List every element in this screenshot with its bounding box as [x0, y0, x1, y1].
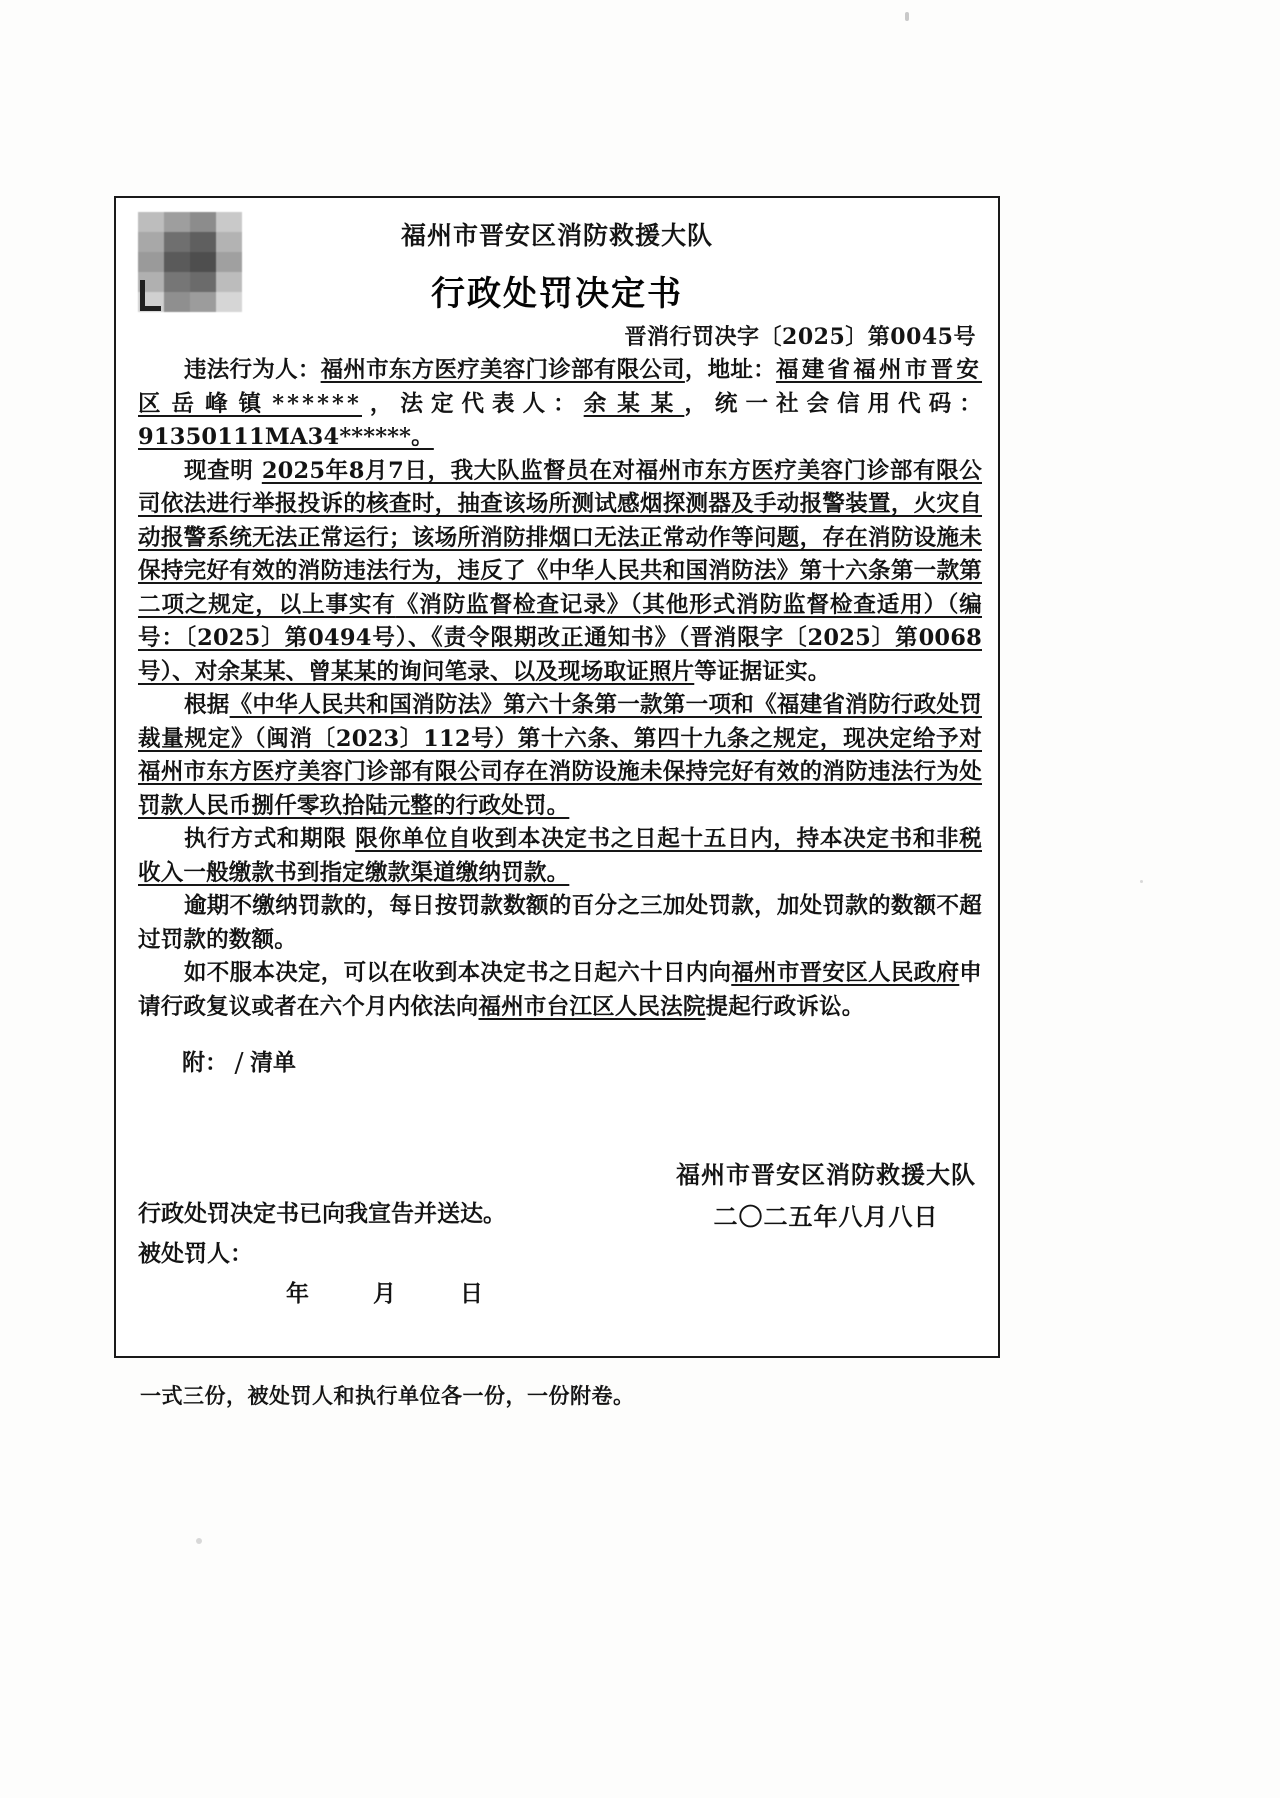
execution-body: 限你单位自收到本决定书之日起十五日内，持本决定书和非税收入一般缴款书到指定缴款渠道缴纳罚款。 [138, 826, 982, 886]
document-number: 晋消行罚决字〔2025〕第0045号 [624, 324, 976, 350]
handwritten-slash-mark [234, 1052, 243, 1074]
appeal-tail: 提起行政诉讼。 [705, 993, 865, 1020]
legal-representative: 余某某 [583, 390, 685, 417]
legal-rep-label: ，法定代表人： [362, 390, 584, 417]
address-label: ，地址： [684, 357, 776, 383]
findings-body: 2025年8月7日，我大队监督员在对福州市东方医疗美容门诊部有限公司依法进行举报投诉的核查时，抽查该场所测试感烟探测器及手动报警装置，火灾自动报警系统无法正常运行；该场所消防排烟口无法正常动作等问题，存在消防设施未保持完好有效的消防违法行为，违反了《中华人民共和国消防法》第十六条第一款第二项之规定，以上事实有 [138, 457, 982, 618]
page-title: 行政处罚决定书 [431, 274, 683, 314]
attachment-label: 附： [182, 1049, 228, 1076]
execution-label: 执行方式和期限 [184, 826, 347, 852]
issuing-organization-title: 福州市晋安区消防救援大队 [400, 221, 713, 250]
paragraph-execution [138, 823, 982, 890]
scan-artifact-speck [1140, 880, 1143, 883]
party-address: 福建省福州市晋安区岳峰镇****** [138, 357, 983, 417]
served-statement: 行政处罚决定书已向我宣告并送达。 [138, 1200, 506, 1227]
paragraph-decision [138, 689, 982, 823]
scan-artifact-speck [905, 12, 909, 21]
appeal-mid: 申请行政复议或者在六个月内依法向 [138, 960, 982, 1020]
findings-lead: 现查明 [184, 457, 254, 484]
punished-person-label: 被处罚人： [138, 1240, 253, 1267]
signature-block [676, 1154, 976, 1238]
attachment-value: 清单 [250, 1049, 296, 1076]
issue-date: 二〇二五年八月八日 [713, 1202, 939, 1231]
signature-date-fields: 年 月 日 [286, 1280, 512, 1307]
appeal-court: 福州市台江区人民法院 [478, 993, 706, 1020]
credit-code-value: 91350111MA34******。 [138, 424, 434, 450]
decision-body: 《中华人民共和国消防法》第六十条第一款第一项和《福建省消防行政处罚裁量规定》（闽消〔2023〕112号）第十六条、第四十九条之规定，现决定给予对福州市东方医疗美容门诊部有限公司存在消防设施未保持完好有效的消防违法行为处罚款人民币捌仟零玖拾陆元整的行政处罚。 [138, 692, 982, 819]
attachment-line [138, 1046, 982, 1080]
scan-artifact-speck [196, 1538, 202, 1544]
evidence-tail: 等证据证实。 [694, 658, 831, 685]
acknowledgement-block [138, 1194, 511, 1314]
document-frame [114, 196, 1000, 1358]
evidence-body: 《消防监督检查记录》（其他形式消防监督检查适用）（编号：〔2025〕第0494号）、《责令限期改正通知书》（晋消限字〔2025〕第0068号）、对余某某、曾某某的询问笔录、以及现场取证照片 [138, 591, 982, 685]
party-name: 福州市东方医疗美容门诊部有限公司 [320, 357, 685, 383]
credit-code-label: ，统一社会信用代码： [684, 390, 982, 417]
paragraph-overdue-penalty: 逾期不缴纳罚款的，每日按罚款数额的百分之三加处罚款，加处罚款的数额不超过罚款的数额。 [138, 893, 982, 953]
issuer-name: 福州市晋安区消防救援大队 [676, 1160, 976, 1189]
paragraph-appeal [138, 957, 982, 1024]
decision-lead: 根据 [184, 692, 230, 718]
appeal-head: 如不服本决定，可以在收到本决定书之日起六十日内向 [184, 960, 732, 986]
appeal-government: 福州市晋安区人民政府 [731, 960, 960, 986]
paragraph-party-info [138, 354, 982, 455]
paragraph-findings [138, 455, 982, 690]
footer-note: 一式三份，被处罚人和执行单位各一份，一份附卷。 [140, 1383, 635, 1408]
document-body [138, 354, 982, 1103]
party-label: 违法行为人： [184, 357, 321, 383]
